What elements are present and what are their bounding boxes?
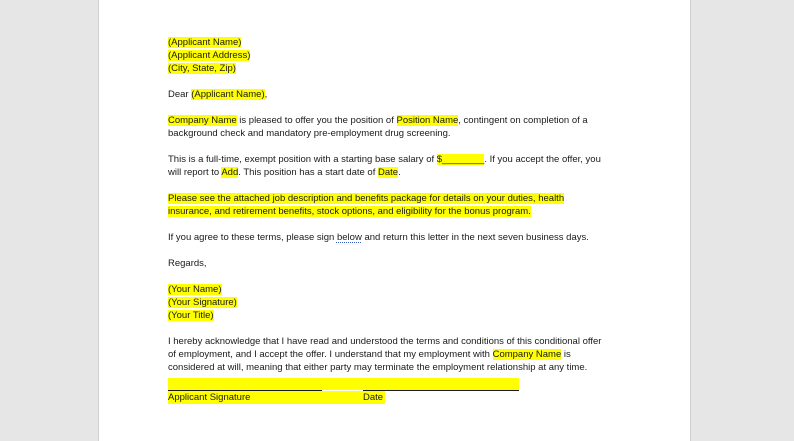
salary-text-a: This is a full-time, exempt position with a starting base salary of — [168, 154, 437, 165]
salutation — [168, 88, 628, 101]
salutation-name-placeholder[interactable]: (Applicant Name) — [191, 89, 265, 100]
company-name-placeholder[interactable]: Company Name — [168, 115, 237, 126]
offer-text-a: is pleased to offer you the position of — [236, 115, 397, 126]
salary-paragraph-line-2 — [168, 166, 628, 179]
period: . — [398, 167, 401, 178]
applicant-signature-label: Applicant Signature — [168, 391, 384, 404]
acknowledgment-line-1 — [168, 335, 628, 348]
below-word-grammar-flag[interactable]: below — [336, 232, 362, 243]
city-state-zip-placeholder[interactable]: (City, State, Zip) — [168, 63, 236, 74]
city-state-zip-line — [168, 62, 628, 75]
date-signature-line[interactable] — [363, 378, 519, 391]
your-signature-placeholder[interactable]: (Your Signature) — [168, 297, 237, 308]
benefits-paragraph-line-1 — [168, 192, 628, 205]
agreement-text-b: and return this letter in the next seven business days. — [361, 232, 589, 243]
benefits-text-line-2[interactable]: insurance, and retirement benefits, stock options, and eligibility for the bonus program. — [168, 206, 531, 217]
acknowledgment-text-2a: of employment, and I accept the offer. I understand that my employment with — [168, 349, 493, 360]
date-label: Date — [363, 392, 384, 403]
report-text: will report to — [168, 167, 222, 178]
agreement-text-a: If you agree to these terms, please sign — [168, 232, 337, 243]
your-title-line — [168, 309, 628, 322]
your-name-placeholder[interactable]: (Your Name) — [168, 284, 222, 295]
benefits-text-line-1[interactable]: Please see the attached job description and benefits package for details on your duties, health — [168, 193, 565, 204]
acknowledgment-text-1: I hereby acknowledge that I have read and understood the terms and conditions of this conditional offer — [168, 336, 602, 347]
benefits-paragraph-line-2 — [168, 205, 628, 218]
date-placeholder[interactable]: Date — [378, 167, 399, 178]
applicant-signature-line[interactable] — [168, 378, 322, 391]
add-placeholder[interactable]: Add — [221, 167, 239, 178]
acknowledgment-text-3: considered at will, meaning that either party may terminate the employment relationship at any time. — [168, 362, 588, 373]
closing-text: Regards, — [168, 258, 207, 269]
applicant-address-line — [168, 49, 628, 62]
start-date-text: . This position has a start date of — [238, 167, 378, 178]
offer-paragraph-line-2 — [168, 127, 628, 140]
applicant-address-placeholder[interactable]: (Applicant Address) — [168, 50, 251, 61]
closing — [168, 257, 628, 270]
salary-placeholder[interactable]: $________ — [436, 154, 485, 165]
ack-company-name-placeholder[interactable]: Company Name — [492, 349, 562, 360]
your-signature-line — [168, 296, 628, 309]
offer-text-line-2: background check and mandatory pre-employment drug screening. — [168, 128, 451, 139]
salutation-suffix: , — [264, 89, 268, 100]
applicant-name-line — [168, 36, 628, 49]
acknowledgment-line-3 — [168, 361, 628, 374]
your-title-placeholder[interactable]: (Your Title) — [168, 310, 214, 321]
salary-text-b: . If you accept the offer, you — [484, 154, 601, 165]
offer-text-b: , contingent on completion of a — [458, 115, 588, 126]
acknowledgment-line-2 — [168, 348, 628, 361]
signature-block — [168, 378, 628, 406]
offer-paragraph-line-1 — [168, 114, 628, 127]
letter-body[interactable] — [168, 36, 628, 406]
your-name-line — [168, 283, 628, 296]
document-page[interactable] — [98, 0, 691, 441]
applicant-name-placeholder[interactable]: (Applicant Name) — [168, 37, 242, 48]
salutation-prefix: Dear — [168, 89, 192, 100]
acknowledgment-text-2b: is — [561, 349, 571, 360]
agreement-paragraph — [168, 231, 628, 244]
salary-paragraph-line-1 — [168, 153, 628, 166]
position-name-placeholder[interactable]: Position Name — [396, 115, 459, 126]
